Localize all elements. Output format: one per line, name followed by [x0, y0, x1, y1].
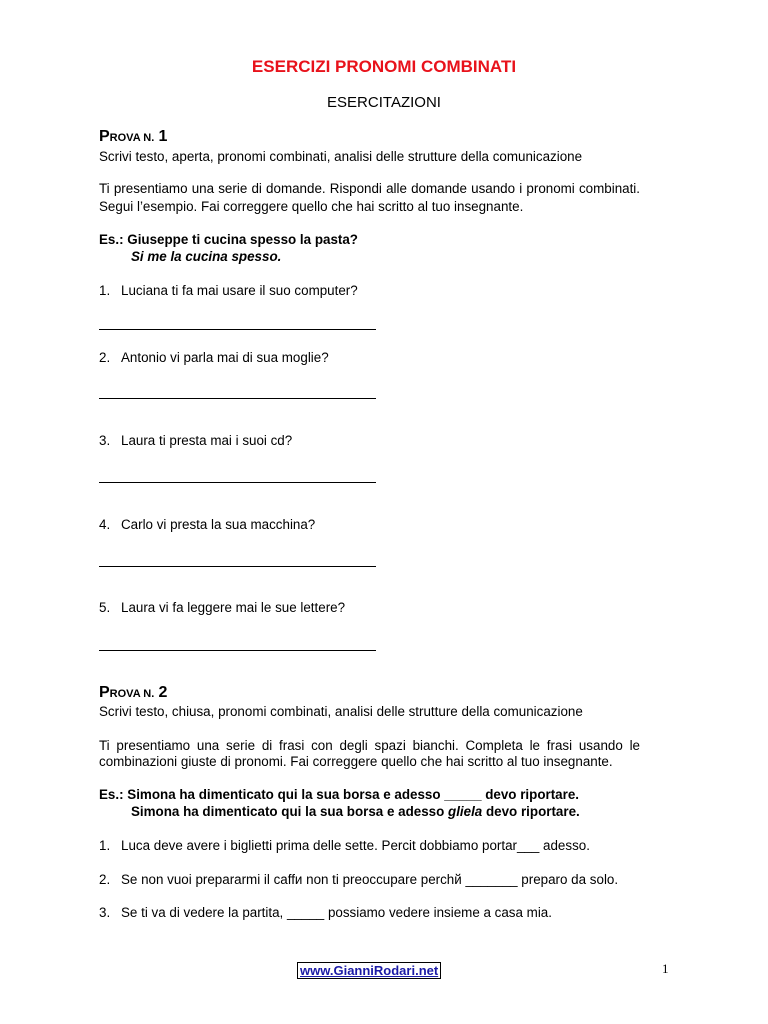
answer-line[interactable]	[99, 566, 376, 567]
prova-1-example-answer: Si me la cucina spesso.	[131, 249, 282, 264]
answer-line[interactable]	[99, 482, 376, 483]
question-item: 3. Laura ti presta mai i suoi cd?	[99, 433, 293, 448]
prova-1-description: Scrivi testo, aperta, pronomi combinati, analisi delle strutture della comunicazione	[99, 149, 583, 164]
prova-1-intro-line-1: Ti presentiamo una serie di domande. Rispondi alle domande usando i pronomi combinati.	[99, 181, 640, 196]
page-subtitle: ESERCITAZIONI	[327, 94, 441, 111]
answer-line[interactable]	[99, 329, 376, 330]
prova-2-example-question: Es.: Simona ha dimenticato qui la sua borsa e adesso _____ devo riportare.	[99, 787, 579, 802]
prova-2-example-answer: Simona ha dimenticato qui la sua borsa e adesso gliela devo riportare.	[131, 804, 580, 819]
fill-in-item: 1. Luca deve avere i biglietti prima delle sette. Percit dobbiamo portar___ adesso.	[99, 838, 590, 853]
footer-website-link[interactable]: www.GianniRodari.net	[297, 962, 441, 979]
prova-1-example-question: Es.: Giuseppe ti cucina spesso la pasta?	[99, 232, 358, 247]
section-heading-prova-2: PROVA N. 2	[99, 684, 168, 701]
question-item: 4. Carlo vi presta la sua macchina?	[99, 517, 316, 532]
fill-in-item: 3. Se ti va di vedere la partita, _____ possiamo vedere insieme a casa mia.	[99, 905, 552, 920]
question-item: 5. Laura vi fa leggere mai le sue lettere?	[99, 600, 346, 615]
question-item: 2. Antonio vi parla mai di sua moglie?	[99, 350, 329, 365]
question-item: 1. Luciana ti fa mai usare il suo computer?	[99, 283, 358, 298]
prova-2-intro-line-1: Ti presentiamo una serie di frasi con degli spazi bianchi. Completa le frasi usando le	[99, 738, 640, 753]
prova-2-intro-line-2: combinazioni giuste di pronomi. Fai correggere quello che hai scritto al tuo insegnante.	[99, 754, 613, 769]
page-number: 1	[662, 961, 669, 976]
answer-line[interactable]	[99, 650, 376, 651]
page-title: ESERCIZI PRONOMI COMBINATI	[251, 57, 517, 76]
fill-in-item: 2. Se non vuoi prepararmi il caffи non ti preoccupare perchй _______ preparo da solo.	[99, 872, 619, 887]
answer-line[interactable]	[99, 398, 376, 399]
section-heading-prova-1: PROVA N. 1	[99, 128, 168, 145]
prova-2-description: Scrivi testo, chiusa, pronomi combinati, analisi delle strutture della comunicazione	[99, 704, 583, 719]
prova-1-intro-line-2: Segui l’esempio. Fai correggere quello che hai scritto al tuo insegnante.	[99, 199, 524, 214]
